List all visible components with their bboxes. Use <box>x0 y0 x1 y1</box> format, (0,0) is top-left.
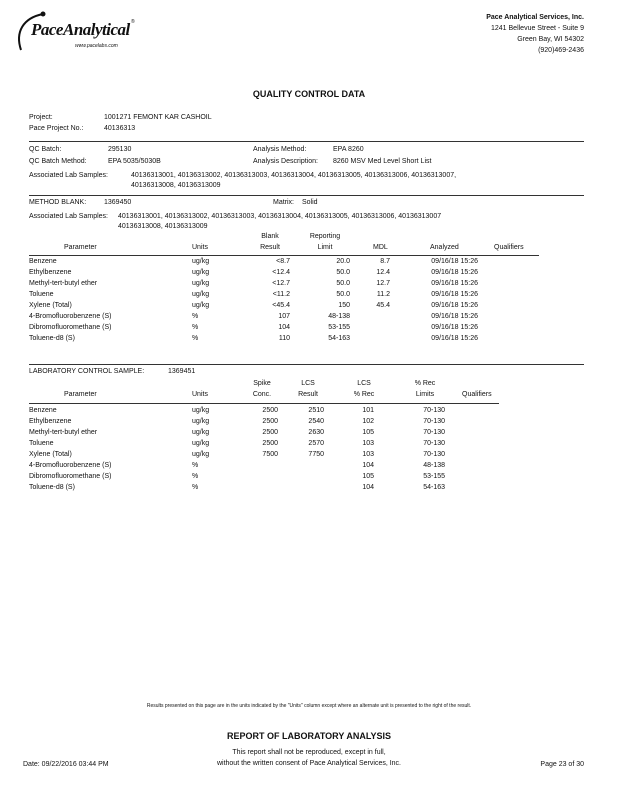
blank-row-parameter: Toluene <box>29 291 54 298</box>
blank-row-result: <8.7 <box>276 258 290 265</box>
analysis-description-label: Analysis Description: <box>253 158 318 165</box>
company-city: Green Bay, WI 54302 <box>517 36 584 43</box>
qc-batch-method-label: QC Batch Method: <box>29 158 87 165</box>
blank-row-units: ug/kg <box>192 302 210 309</box>
divider <box>29 364 584 365</box>
blank-row-limit: 50.0 <box>336 291 350 298</box>
lcs-row-parameter: Toluene <box>29 440 54 447</box>
blank-row-result: <12.4 <box>272 269 290 276</box>
blank-row-parameter: Ethylbenzene <box>29 269 72 276</box>
divider <box>29 141 584 142</box>
blank-row-units: ug/kg <box>192 291 210 298</box>
blank-header-limit: Limit <box>317 244 333 251</box>
lcs-header-spike: Spike <box>253 380 271 387</box>
blank-row-result: <11.2 <box>272 291 290 298</box>
blank-row-limit: 48-138 <box>328 313 350 320</box>
pace-project-value: 40136313 <box>104 125 136 132</box>
lcs-row-units: % <box>192 484 199 491</box>
blank-row-units: ug/kg <box>192 280 210 287</box>
blank-row-limit: 54-163 <box>328 335 350 342</box>
blank-row-limit: 150 <box>338 302 350 309</box>
page-number: Page 23 of 30 <box>540 761 584 768</box>
lcs-row-rec: 101 <box>362 407 374 414</box>
divider <box>29 195 584 196</box>
lcs-row-units: % <box>192 473 199 480</box>
associated-samples-label: Associated Lab Samples: <box>29 172 108 179</box>
lcs-header-lcs: LCS <box>301 380 315 387</box>
lcs-row-limits: 48-138 <box>423 462 445 469</box>
lcs-header-qualifiers: Qualifiers <box>462 391 492 398</box>
lcs-row-units: ug/kg <box>192 418 210 425</box>
blank-row-result: 107 <box>278 313 290 320</box>
blank-row-parameter: Xylene (Total) <box>29 302 72 309</box>
blank-header-qualifiers: Qualifiers <box>494 244 524 251</box>
divider <box>29 255 539 256</box>
lcs-row-parameter: Dibromofluoromethane (S) <box>29 473 112 480</box>
lcs-row-result: 2630 <box>308 429 324 436</box>
blank-row-parameter: Benzene <box>29 258 57 265</box>
blank-row-result: <45.4 <box>272 302 290 309</box>
lcs-row-rec: 102 <box>362 418 374 425</box>
blank-row-parameter: 4-Bromofluorobenzene (S) <box>29 313 112 320</box>
blank-row-limit: 53-155 <box>328 324 350 331</box>
blank-row-limit: 50.0 <box>336 269 350 276</box>
project-value: 1001271 FEMONT KAR CASHOIL <box>104 114 212 121</box>
lcs-row-result: 2570 <box>308 440 324 447</box>
lcs-row-rec: 105 <box>362 429 374 436</box>
qc-batch-value: 295130 <box>108 146 132 153</box>
blank-row-mdl: 8.7 <box>380 258 390 265</box>
blank-row-limit: 50.0 <box>336 280 350 287</box>
lcs-row-parameter: Ethylbenzene <box>29 418 72 425</box>
units-note: Results presented on this page are in the units indicated by the "Units" column except where an alternate unit is presented to the right of the result. <box>146 703 472 709</box>
page-title: QUALITY CONTROL DATA <box>252 89 366 99</box>
logo-website: www.pacelabs.com <box>75 43 118 49</box>
method-blank-label: METHOD BLANK: <box>29 199 87 206</box>
lcs-row-limits: 70-130 <box>423 429 445 436</box>
blank-associated-line2: 40136313008, 40136313009 <box>118 223 208 230</box>
blank-row-mdl: 12.4 <box>376 269 390 276</box>
logo-trademark: ® <box>131 19 135 25</box>
lcs-row-limits: 53-155 <box>423 473 445 480</box>
pace-project-label: Pace Project No.: <box>29 125 84 132</box>
blank-row-analyzed: 09/16/18 15:26 <box>431 302 478 309</box>
blank-row-limit: 20.0 <box>336 258 350 265</box>
blank-row-parameter: Methyl-tert-butyl ether <box>29 280 98 287</box>
blank-associated-label: Associated Lab Samples: <box>29 213 108 220</box>
lcs-row-units: ug/kg <box>192 407 210 414</box>
blank-row-mdl: 12.7 <box>376 280 390 287</box>
lcs-id: 1369451 <box>168 368 196 375</box>
qc-batch-label: QC Batch: <box>29 146 62 153</box>
company-name: Pace Analytical Services, Inc. <box>486 14 584 21</box>
blank-row-result: 104 <box>278 324 290 331</box>
blank-header-units: Units <box>192 244 208 251</box>
qc-batch-method-value: EPA 5035/5030B <box>108 158 161 165</box>
lcs-row-rec: 104 <box>362 484 374 491</box>
lcs-header-result: Result <box>298 391 318 398</box>
lcs-row-limits: 70-130 <box>423 440 445 447</box>
lcs-row-spike: 2500 <box>262 440 278 447</box>
lcs-row-result: 7750 <box>308 451 324 458</box>
method-blank-id: 1369450 <box>104 199 132 206</box>
matrix-value: Solid <box>302 199 318 206</box>
lcs-row-parameter: Methyl-tert-butyl ether <box>29 429 98 436</box>
blank-header-blank: Blank <box>261 233 279 240</box>
lcs-header-pct-rec: % Rec <box>353 391 375 398</box>
lcs-header-rec: % Rec <box>414 380 436 387</box>
blank-row-result: 110 <box>278 335 290 342</box>
blank-header-reporting: Reporting <box>309 233 341 240</box>
company-phone: (920)469-2436 <box>538 47 584 54</box>
pace-logo <box>13 10 138 56</box>
blank-row-analyzed: 09/16/18 15:26 <box>431 269 478 276</box>
lcs-row-spike: 7500 <box>262 451 278 458</box>
disclaimer-line1: This report shall not be reproduced, except in full, <box>232 749 386 756</box>
associated-samples-line1: 40136313001, 40136313002, 40136313003, 40136313004, 40136313005, 40136313006, 40136313007, <box>131 172 457 179</box>
lcs-label: LABORATORY CONTROL SAMPLE: <box>29 368 145 375</box>
lcs-header-lcs2: LCS <box>357 380 371 387</box>
lcs-header-parameter: Parameter <box>64 391 97 398</box>
lcs-row-result: 2510 <box>308 407 324 414</box>
blank-header-parameter: Parameter <box>64 244 97 251</box>
lcs-row-parameter: Xylene (Total) <box>29 451 72 458</box>
lcs-row-limits: 70-130 <box>423 407 445 414</box>
lcs-row-parameter: Benzene <box>29 407 57 414</box>
report-title: REPORT OF LABORATORY ANALYSIS <box>226 731 392 741</box>
lcs-row-limits: 70-130 <box>423 451 445 458</box>
lcs-row-rec: 104 <box>362 462 374 469</box>
project-label: Project: <box>29 114 53 121</box>
lcs-row-units: ug/kg <box>192 429 210 436</box>
blank-row-analyzed: 09/16/18 15:26 <box>431 291 478 298</box>
blank-row-analyzed: 09/16/18 15:26 <box>431 324 478 331</box>
lcs-row-units: ug/kg <box>192 451 210 458</box>
disclaimer-line2: without the written consent of Pace Analytical Services, Inc. <box>216 760 402 767</box>
blank-row-analyzed: 09/16/18 15:26 <box>431 335 478 342</box>
lcs-row-spike: 2500 <box>262 418 278 425</box>
blank-header-result: Result <box>260 244 280 251</box>
lcs-row-parameter: 4-Bromofluorobenzene (S) <box>29 462 112 469</box>
blank-row-parameter: Toluene-d8 (S) <box>29 335 75 342</box>
blank-row-units: ug/kg <box>192 258 210 265</box>
analysis-description-value: 8260 MSV Med Level Short List <box>333 158 432 165</box>
lcs-row-result: 2540 <box>308 418 324 425</box>
lcs-row-rec: 103 <box>362 451 374 458</box>
report-date: Date: 09/22/2016 03:44 PM <box>23 761 109 768</box>
company-street: 1241 Bellevue Street - Suite 9 <box>490 25 584 32</box>
lcs-header-limits: Limits <box>415 391 435 398</box>
blank-row-parameter: Dibromofluoromethane (S) <box>29 324 112 331</box>
lcs-row-spike: 2500 <box>262 407 278 414</box>
lcs-row-parameter: Toluene-d8 (S) <box>29 484 75 491</box>
blank-header-analyzed: Analyzed <box>430 244 459 251</box>
analysis-method-value: EPA 8260 <box>333 146 364 153</box>
logo-text: PaceAnalytical <box>31 20 130 39</box>
divider <box>29 403 499 404</box>
blank-row-units: % <box>192 313 199 320</box>
blank-row-analyzed: 09/16/18 15:26 <box>431 313 478 320</box>
lcs-row-rec: 103 <box>362 440 374 447</box>
blank-row-mdl: 11.2 <box>376 291 390 298</box>
matrix-label: Matrix: <box>273 199 294 206</box>
lcs-header-conc: Conc. <box>252 391 272 398</box>
blank-row-units: % <box>192 324 199 331</box>
associated-samples-line2: 40136313008, 40136313009 <box>131 182 221 189</box>
lcs-row-limits: 54-163 <box>423 484 445 491</box>
blank-row-result: <12.7 <box>272 280 290 287</box>
blank-header-mdl: MDL <box>373 244 388 251</box>
blank-associated-line1: 40136313001, 40136313002, 40136313003, 40136313004, 40136313005, 40136313006, 40136313007 <box>118 213 442 220</box>
blank-row-mdl: 45.4 <box>376 302 390 309</box>
lcs-row-rec: 105 <box>362 473 374 480</box>
blank-row-units: % <box>192 335 199 342</box>
blank-row-analyzed: 09/16/18 15:26 <box>431 258 478 265</box>
lcs-row-limits: 70-130 <box>423 418 445 425</box>
analysis-method-label: Analysis Method: <box>253 146 307 153</box>
blank-row-units: ug/kg <box>192 269 210 276</box>
lcs-row-spike: 2500 <box>262 429 278 436</box>
lcs-header-units: Units <box>192 391 208 398</box>
lcs-row-units: ug/kg <box>192 440 210 447</box>
blank-row-analyzed: 09/16/18 15:26 <box>431 280 478 287</box>
lcs-row-units: % <box>192 462 199 469</box>
